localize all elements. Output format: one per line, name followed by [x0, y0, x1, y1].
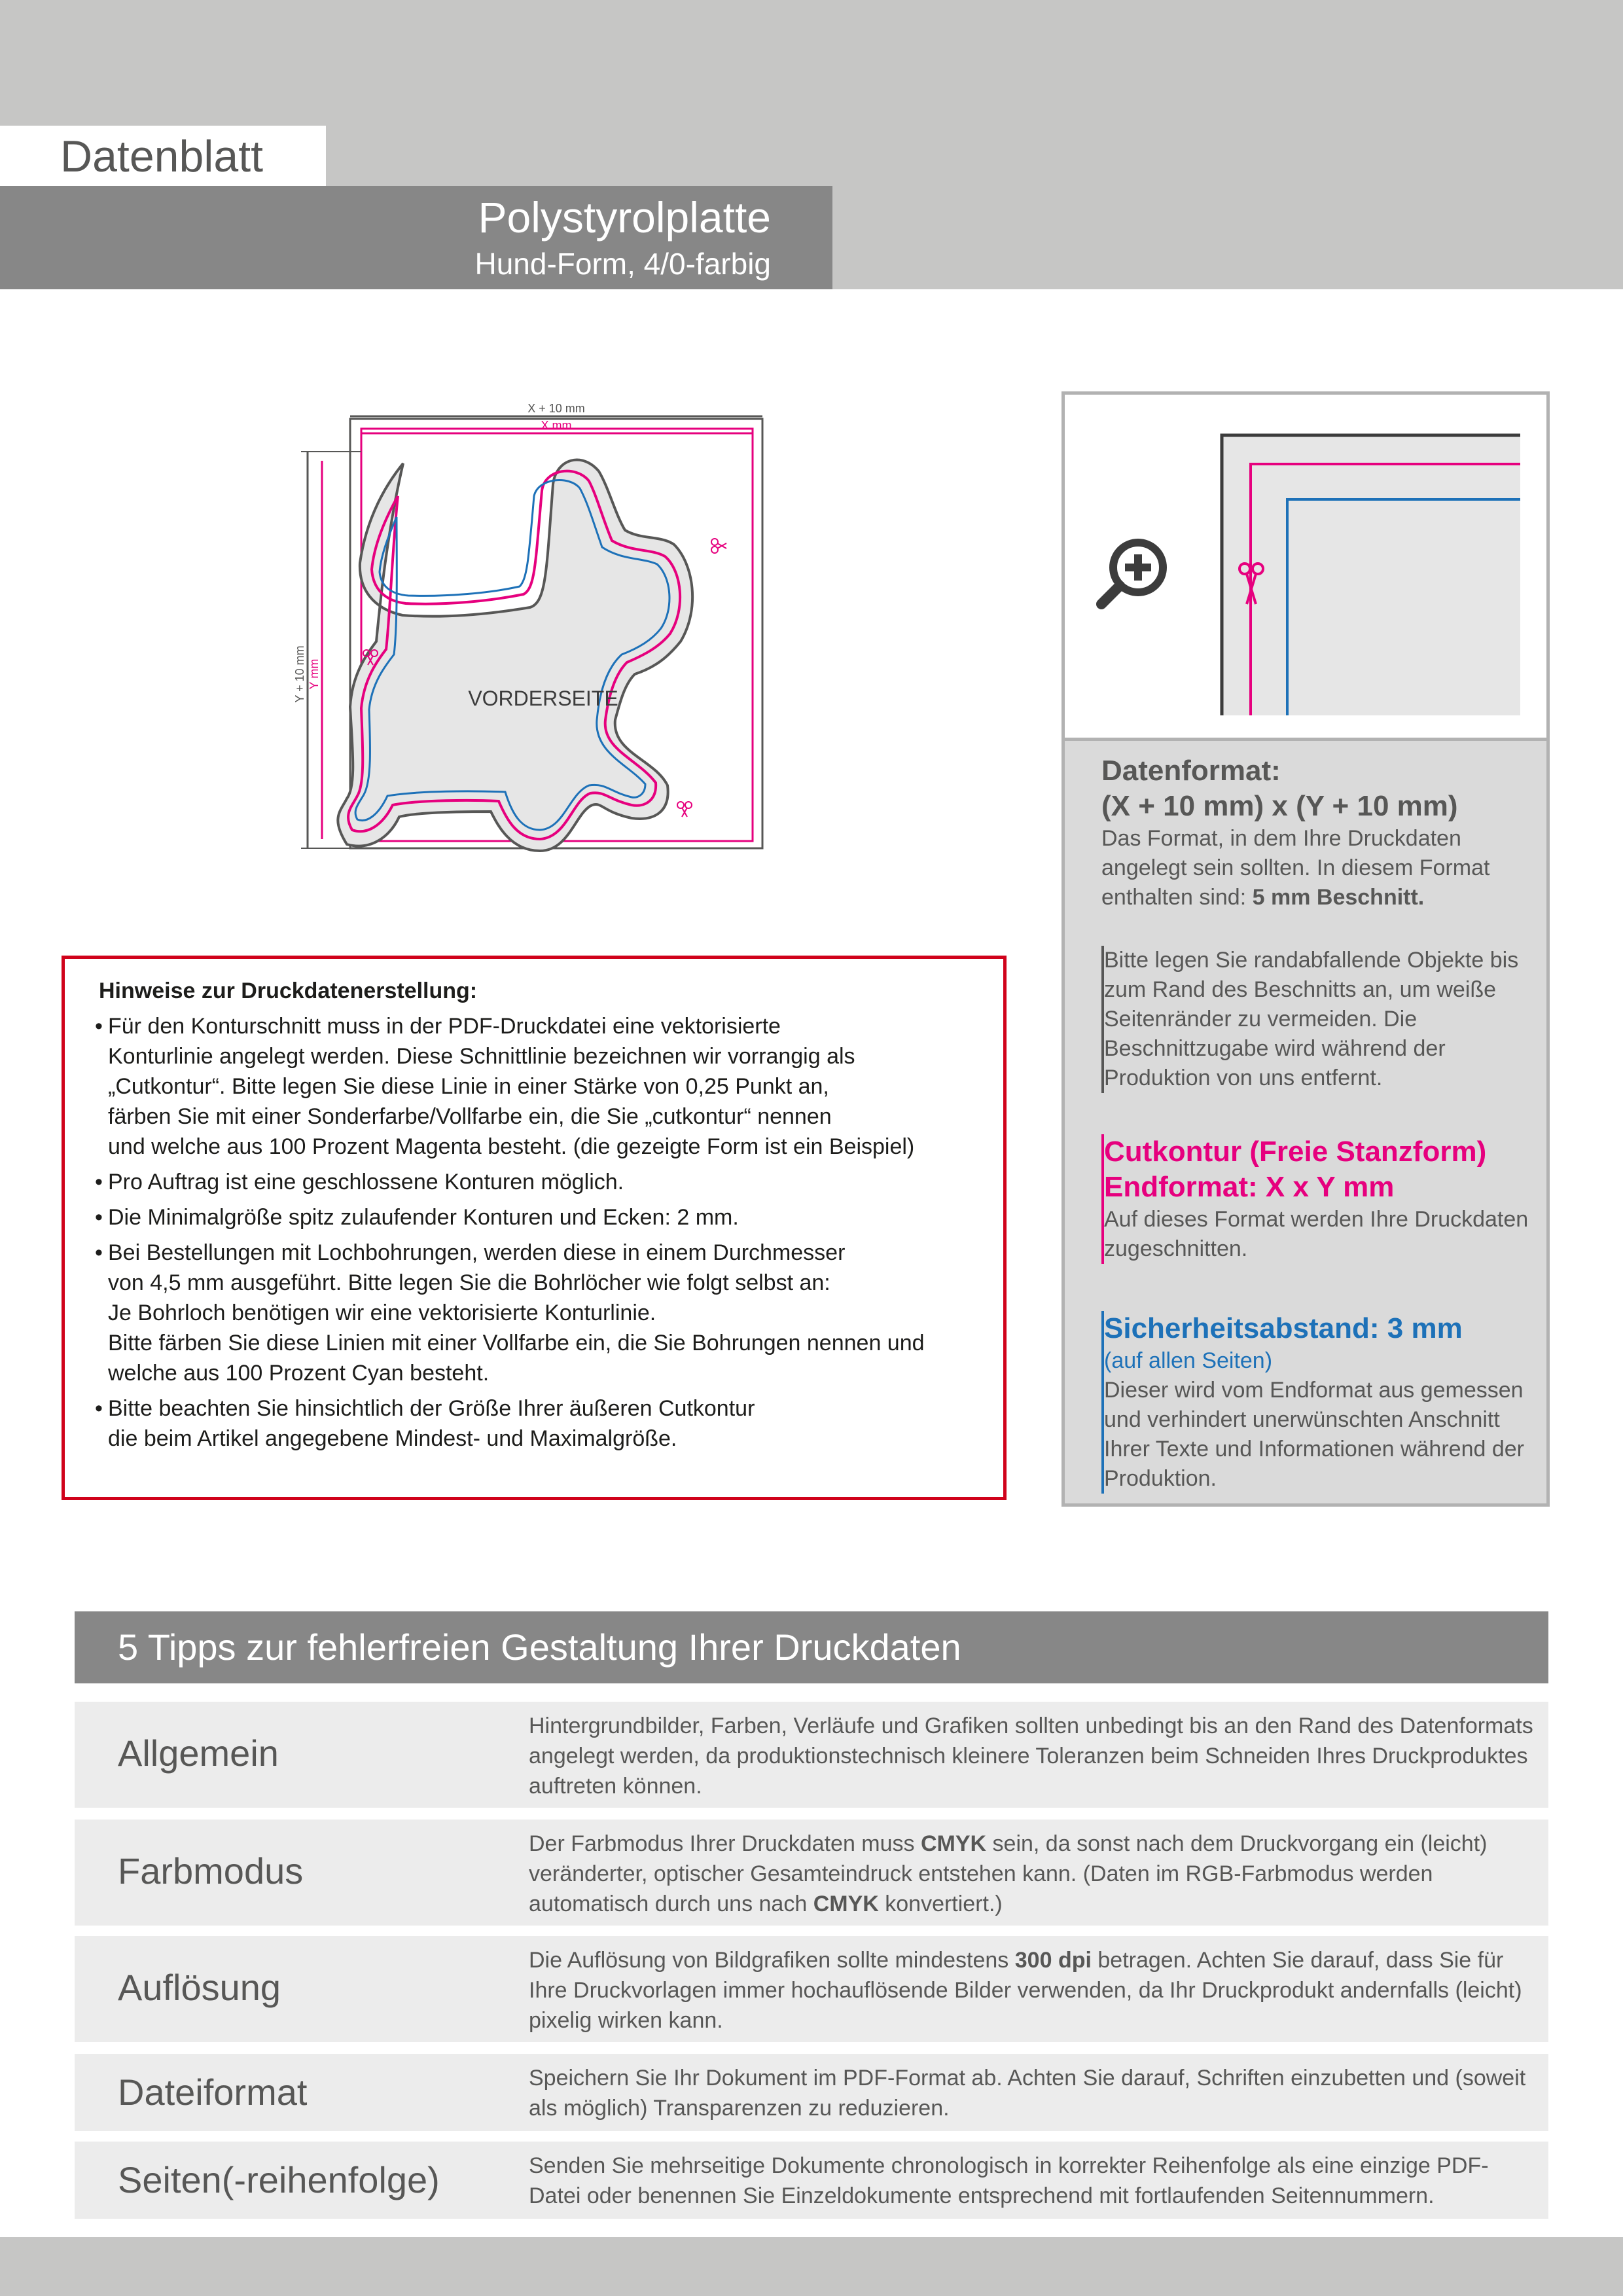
data-format-block [1101, 753, 1540, 912]
dim-x-inner-label: X mm [541, 419, 572, 432]
notes-heading: Hinweise zur Druckdatenerstellung: [99, 978, 478, 1003]
zoom-detail-graphic [1065, 395, 1546, 738]
tip-text-part: betragen. Achten Sie darauf, dass Sie für Ihre Druckvorlagen immer hochauflösende Bilder verwenden, da Ihr Druckprodukt andernfalls (leicht) pixelig wirken kann. [529, 1948, 1522, 2033]
tip-row-seiten [75, 2142, 1548, 2219]
tip-text-bold: 300 dpi [1014, 1948, 1092, 1973]
tips-heading-bar [75, 1611, 1548, 1683]
tip-text-part: konvertiert.) [878, 1892, 1003, 1916]
print-notes-box [62, 956, 1007, 1500]
cut-contour-block [1101, 1134, 1543, 1264]
scissors-icon [677, 802, 692, 817]
tip-label: Farbmodus [118, 1850, 304, 1892]
notes-item: • Bei Bestellungen mit Lochbohrungen, werden diese in einem Durchmesser von 4,5 mm ausgeführt. Bitte legen Sie die Bohrlöcher wie folgt selbst an: Je Bohrloch benötigen wir eine vektorisierte Konturlinie. Bitte färben Sie diese Linien mit einer Vollfarbe ein, die Sie Bohrungen nennen und welche aus 100 Prozent Cyan besteht. [95, 1238, 991, 1388]
data-format-title: Datenformat: [1101, 755, 1281, 787]
dog-shape-diagram [275, 393, 812, 864]
scissors-icon [711, 539, 726, 553]
data-format-desc: Das Format, in dem Ihre Druckdaten angelegt sein sollten. In diesem Format enthalten sind: [1101, 826, 1490, 910]
tip-text [529, 1945, 1537, 2036]
tip-text-part: Der Farbmodus Ihrer Druckdaten muss [529, 1831, 921, 1856]
data-format-bleed-bold: 5 mm Beschnitt. [1252, 885, 1425, 910]
tip-row-allgemein [75, 1702, 1548, 1808]
product-subtitle: Hund-Form, 4/0-farbig [474, 247, 771, 281]
dim-x-outer-label: X + 10 mm [527, 402, 585, 415]
tip-text: Hintergrundbilder, Farben, Verläufe und Grafiken sollten unbedingt bis an den Rand des Datenformats angelegt werden, da produktionstechnisch kleinere Toleranzen beim Schneiden Ihres Druckproduktes auftreten können. [529, 1713, 1533, 1799]
datenblatt-label: Datenblatt [60, 132, 263, 181]
format-info-panel [1061, 391, 1550, 1507]
tip-row-aufloesung [75, 1936, 1548, 2042]
datenblatt-tab [0, 126, 326, 186]
dim-y-inner-label: Y mm [308, 658, 321, 690]
front-side-label: VORDERSEITE [468, 687, 618, 710]
safety-distance-title: Sicherheitsabstand: 3 mm [1104, 1312, 1463, 1344]
notes-list [95, 1011, 991, 1459]
notes-item: • Die Minimalgröße spitz zulaufender Konturen und Ecken: 2 mm. [95, 1202, 991, 1232]
tip-text-bold: CMYK [920, 1831, 987, 1856]
product-title-bar [0, 186, 832, 289]
safety-distance-text: Dieser wird vom Endformat aus gemessen und verhindert unerwünschten Anschnitt Ihrer Texte und Informationen während der Produktion. [1104, 1378, 1524, 1491]
data-format-text [1101, 824, 1540, 912]
footer-band [0, 2237, 1623, 2296]
tip-text-part: Die Auflösung von Bildgrafiken sollte mindestens [529, 1948, 1015, 1973]
bleed-info-text: Bitte legen Sie randabfallende Objekte bis zum Rand des Beschnitts an, um weiße Seitenränder zu vermeiden. Die Beschnittzugabe wird während der Produktion von uns entfernt. [1104, 948, 1519, 1090]
cut-contour-text: Auf dieses Format werden Ihre Druckdaten zugeschnitten. [1104, 1207, 1529, 1261]
tip-label: Dateiformat [118, 2072, 308, 2113]
zoom-detail [1065, 395, 1546, 741]
safety-distance-block [1101, 1311, 1543, 1494]
dim-y-outer-label: Y + 10 mm [293, 645, 306, 703]
notes-item: • Pro Auftrag ist eine geschlossene Konturen möglich. [95, 1167, 991, 1197]
bleed-area [1222, 435, 1520, 715]
cut-contour-title: Cutkontur (Freie Stanzform) [1104, 1136, 1487, 1168]
tip-label: Seiten(-reihenfolge) [118, 2159, 440, 2200]
magnifier-plus-icon [1101, 543, 1163, 604]
end-format-title: Endformat: X x Y mm [1104, 1171, 1395, 1203]
tip-label: Auflösung [118, 1967, 281, 2008]
tip-text: Speichern Sie Ihr Dokument im PDF-Format ab. Achten Sie darauf, Schriften einzubetten und (soweit als möglich) Transparenzen zu reduzieren. [529, 2066, 1526, 2121]
data-format-formula: (X + 10 mm) x (Y + 10 mm) [1101, 790, 1458, 822]
bleed-info-block [1101, 946, 1543, 1093]
notes-item: • Bitte beachten Sie hinsichtlich der Größe Ihrer äußeren Cutkontur die beim Artikel angegebene Mindest- und Maximalgröße. [95, 1393, 991, 1454]
safety-distance-sub: (auf allen Seiten) [1104, 1348, 1273, 1373]
notes-item: • Für den Konturschnitt muss in der PDF-Druckdatei eine vektorisierte Konturlinie angelegt werden. Diese Schnittlinie bezeichnen wir vorrangig als „Cutkontur“. Bitte legen Sie diese Linie in einer Stärke von 0,25 Punkt an, färben Sie mit einer Sonderfarbe/Vollfarbe ein, die Sie „cutkontur“ nennen und welche aus 100 Prozent Magenta besteht. (die gezeigte Form ist ein Beispiel) [95, 1011, 991, 1162]
tip-row-farbmodus [75, 1820, 1548, 1926]
tip-row-dateiformat [75, 2054, 1548, 2131]
tip-text-part: sein, da sonst nach dem Druckvorgang ein (leicht) veränderter, optischer Gesamteindruck entstehen kann. (Daten im RGB-Farbmodus werden automatisch durch uns nach [529, 1831, 1488, 1916]
tips-heading: 5 Tipps zur fehlerfreien Gestaltung Ihrer Druckdaten [118, 1626, 961, 1668]
tip-text [529, 1829, 1537, 1919]
tip-label: Allgemein [118, 1732, 279, 1774]
tip-text-bold: CMYK [813, 1892, 879, 1916]
tip-text: Senden Sie mehrseitige Dokumente chronologisch in korrekter Reihenfolge als eine einzige PDF-Datei oder benennen Sie Einzeldokumente entsprechend mit fortlaufenden Seitennummern. [529, 2153, 1489, 2208]
product-title: Polystyrolplatte [478, 193, 771, 242]
